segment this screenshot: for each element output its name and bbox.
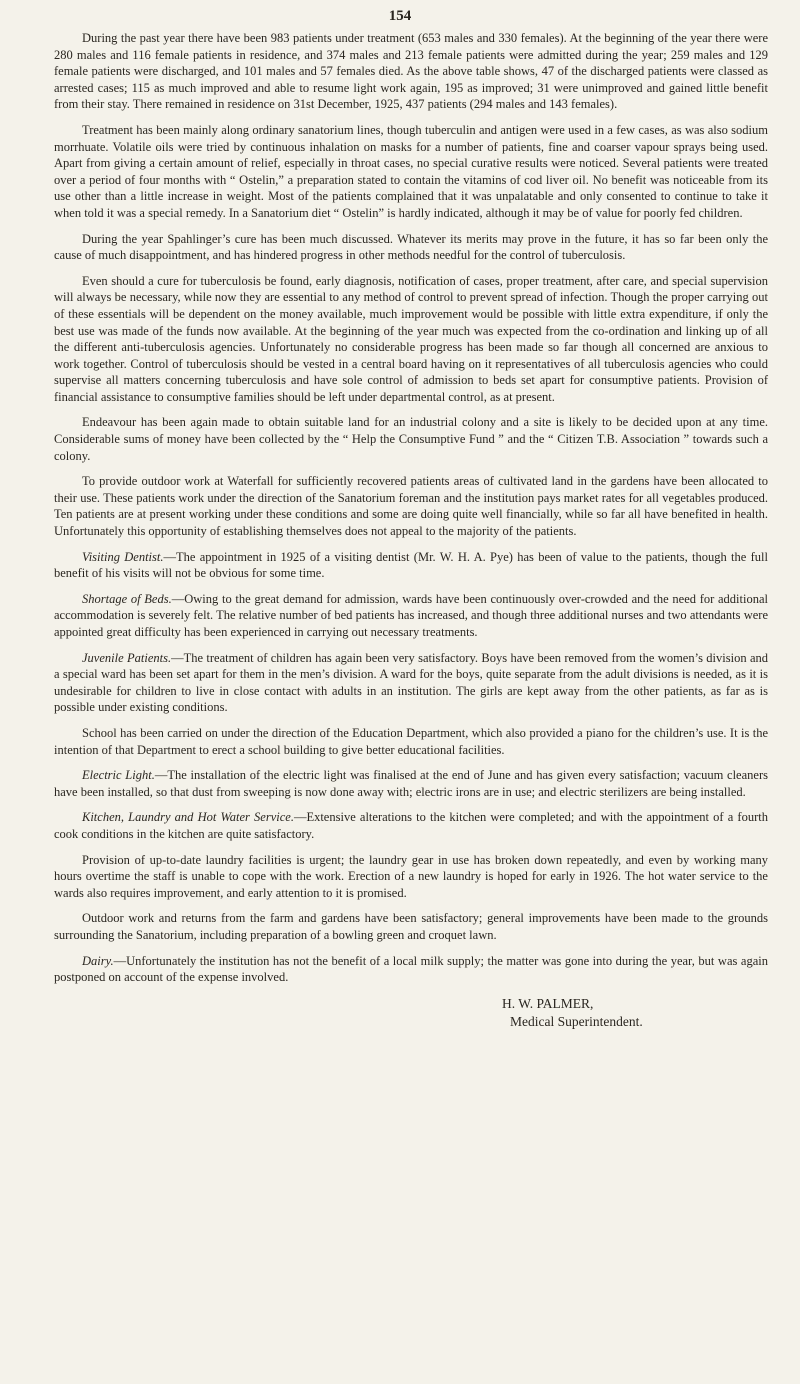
paragraph: Outdoor work and returns from the farm and gardens have been satisfactory; general improvements have been made to the grounds surrounding the Sanatorium, including preparation of a bowling green and croquet lawn.: [54, 911, 768, 942]
paragraph-visiting-dentist: Visiting Dentist.—The appointment in 1925 of a visiting dentist (Mr. W. H. A. Pye) has been of value to the patients, though the full benefit of his visits will not be obvious for some time.: [54, 549, 768, 581]
paragraph-electric-light: Electric Light.—The installation of the electric light was finalised at the end of June and has given every satisfaction; vacuum cleaners have been installed, so that dust from sweeping is now done away with; electric irons are in use; and electric sterilizers are being installed.: [54, 768, 768, 799]
signature-block: [502, 995, 768, 1031]
report-body: [54, 30, 768, 1031]
paragraph: During the year Spahlinger’s cure has been much discussed. Whatever its merits may prove in the future, it has so far been only the cause of much disappointment, and has hindered progress in other methods needful for the control of tuberculosis.: [54, 231, 768, 263]
section-heading: Kitchen, Laundry and Hot Water Service.: [82, 810, 294, 825]
paragraph: To provide outdoor work at Waterfall for sufficiently recovered patients areas of cultivated land in the gardens have been allocated to their use. These patients work under the direction of the Sanatorium foreman and the institution pays market rates for all vegetables produced. Ten patients are at present working under these conditions and some are doing quite well financially, while so far all have benefited in health. Unfortunately this opportunity of establishing themselves does not appeal to the majority of the patients.: [54, 474, 768, 539]
paragraph: Endeavour has been again made to obtain suitable land for an industrial colony and a site is likely to be decided upon at any time. Considerable sums of money have been collected by the “ Help the Consumptive Fund ” and the “ Citizen T.B. Association ” towards such a colony.: [54, 415, 768, 463]
section-heading: Shortage of Beds.: [82, 591, 172, 606]
section-heading: Electric Light.: [82, 768, 155, 783]
section-heading: Visiting Dentist.: [82, 549, 164, 564]
paragraph: Treatment has been mainly along ordinary sanatorium lines, though tuberculin and antigen were used in a few cases, as was also sodium morrhuate. Volatile oils were tried by continuous inhalation on masks for a number of patients, fine and coarser vapour sprays being used. Apart from giving a certain amount of relief, especially in throat cases, no special curative results were noticed. Several patients were treated over a period of four months with “ Ostelin,” a preparation stated to contain the vitamins of cod liver oil. No benefit was noticeable from its use other than a little increase in weight. Most of the patients complained that it was unpalatable and only consented to continue to take it when told it was a special remedy. In a Sanatorium diet “ Ostelin” is hardly indicated, although it may be of value for poorly fed children.: [54, 122, 768, 220]
paragraph: Provision of up-to-date laundry facilities is urgent; the laundry gear in use has broken down repeatedly, and even by working many hours overtime the staff is unable to cope with the work. Erection of a new laundry is hoped for early in 1926. The hot water service to the wards also requires improvement, and early attention to it is promised.: [54, 852, 768, 900]
paragraph-juvenile-patients: Juvenile Patients.—The treatment of children has again been very satisfactory. Boys have been removed from the women’s division and a special ward has been set apart for them in the men’s division. A ward for the boys, quite separate from the adult divisions is needed, as it is undesirable for children to live in close contact with adults in an institution. The girls are kept away from the other patients, as far as is possible under existing conditions.: [54, 650, 768, 715]
paragraph-shortage-of-beds: Shortage of Beds.—Owing to the great demand for admission, wards have been continuously over-crowded and the need for additional accommodation is severely felt. The relative number of bed patients has increased, and though three additional nurses and two attendants were appointed great difficulty has been experienced in carrying out necessary treatments.: [54, 591, 768, 639]
page-number: 154: [388, 8, 412, 24]
section-heading: Juvenile Patients.: [82, 650, 172, 665]
paragraph: School has been carried on under the direction of the Education Department, which also provided a piano for the children’s use. It is the intention of that Department to erect a school building to give better educational facilities.: [54, 725, 768, 757]
paragraph-dairy: Dairy.—Unfortunately the institution has not the benefit of a local milk supply; the matter was gone into during the year, but was again postponed on account of the expense involved.: [54, 953, 768, 985]
section-heading: Dairy.: [82, 953, 114, 968]
paragraph-kitchen-laundry: Kitchen, Laundry and Hot Water Service.—Extensive alterations to the kitchen were completed; and with the appointment of a fourth cook conditions in the kitchen are quite satisfactory.: [54, 810, 768, 841]
signature-title: Medical Superintendent.: [510, 1013, 643, 1029]
signature-name: H. W. PALMER,: [502, 995, 594, 1011]
paragraph: Even should a cure for tuberculosis be found, early diagnosis, notification of cases, proper treatment, after care, and special supervision will always be necessary, while now they are essential to any method of control to prevent spread of infection. Though the proper carrying out of these essentials will be dependent on the money available, much improvement would be possible with little extra expenditure, if only the best use was made of the funds now available. At the beginning of the year much was expected from the co-ordination and linking up of all the different anti-tuberculosis agencies. Unfortunately no considerable progress has been made so far though all concerned are anxious to work together. Control of tuberculosis should be vested in a central board having on it representatives of all tuberculosis agencies who could supervise all matters concerning tuberculosis and have sole control of admission to beds set apart for consumptive patients. Provision of financial assistance to consumptive families should be left under departmental control, as at present.: [54, 273, 768, 404]
paragraph: During the past year there have been 983 patients under treatment (653 males and 330 females). At the beginning of the year there were 280 males and 116 female patients in residence, and 374 males and 213 female patients were admitted during the year; 259 males and 129 female patients were discharged, and 101 males and 57 females died. As the above table shows, 47 of the discharged patients were classed as arrested cases; 115 as much improved and able to resume light work again, 195 as improved; 31 were unimproved and gained little benefit from their stay. There remained in residence on 31st December, 1925, 437 patients (294 males and 143 females).: [54, 31, 768, 112]
